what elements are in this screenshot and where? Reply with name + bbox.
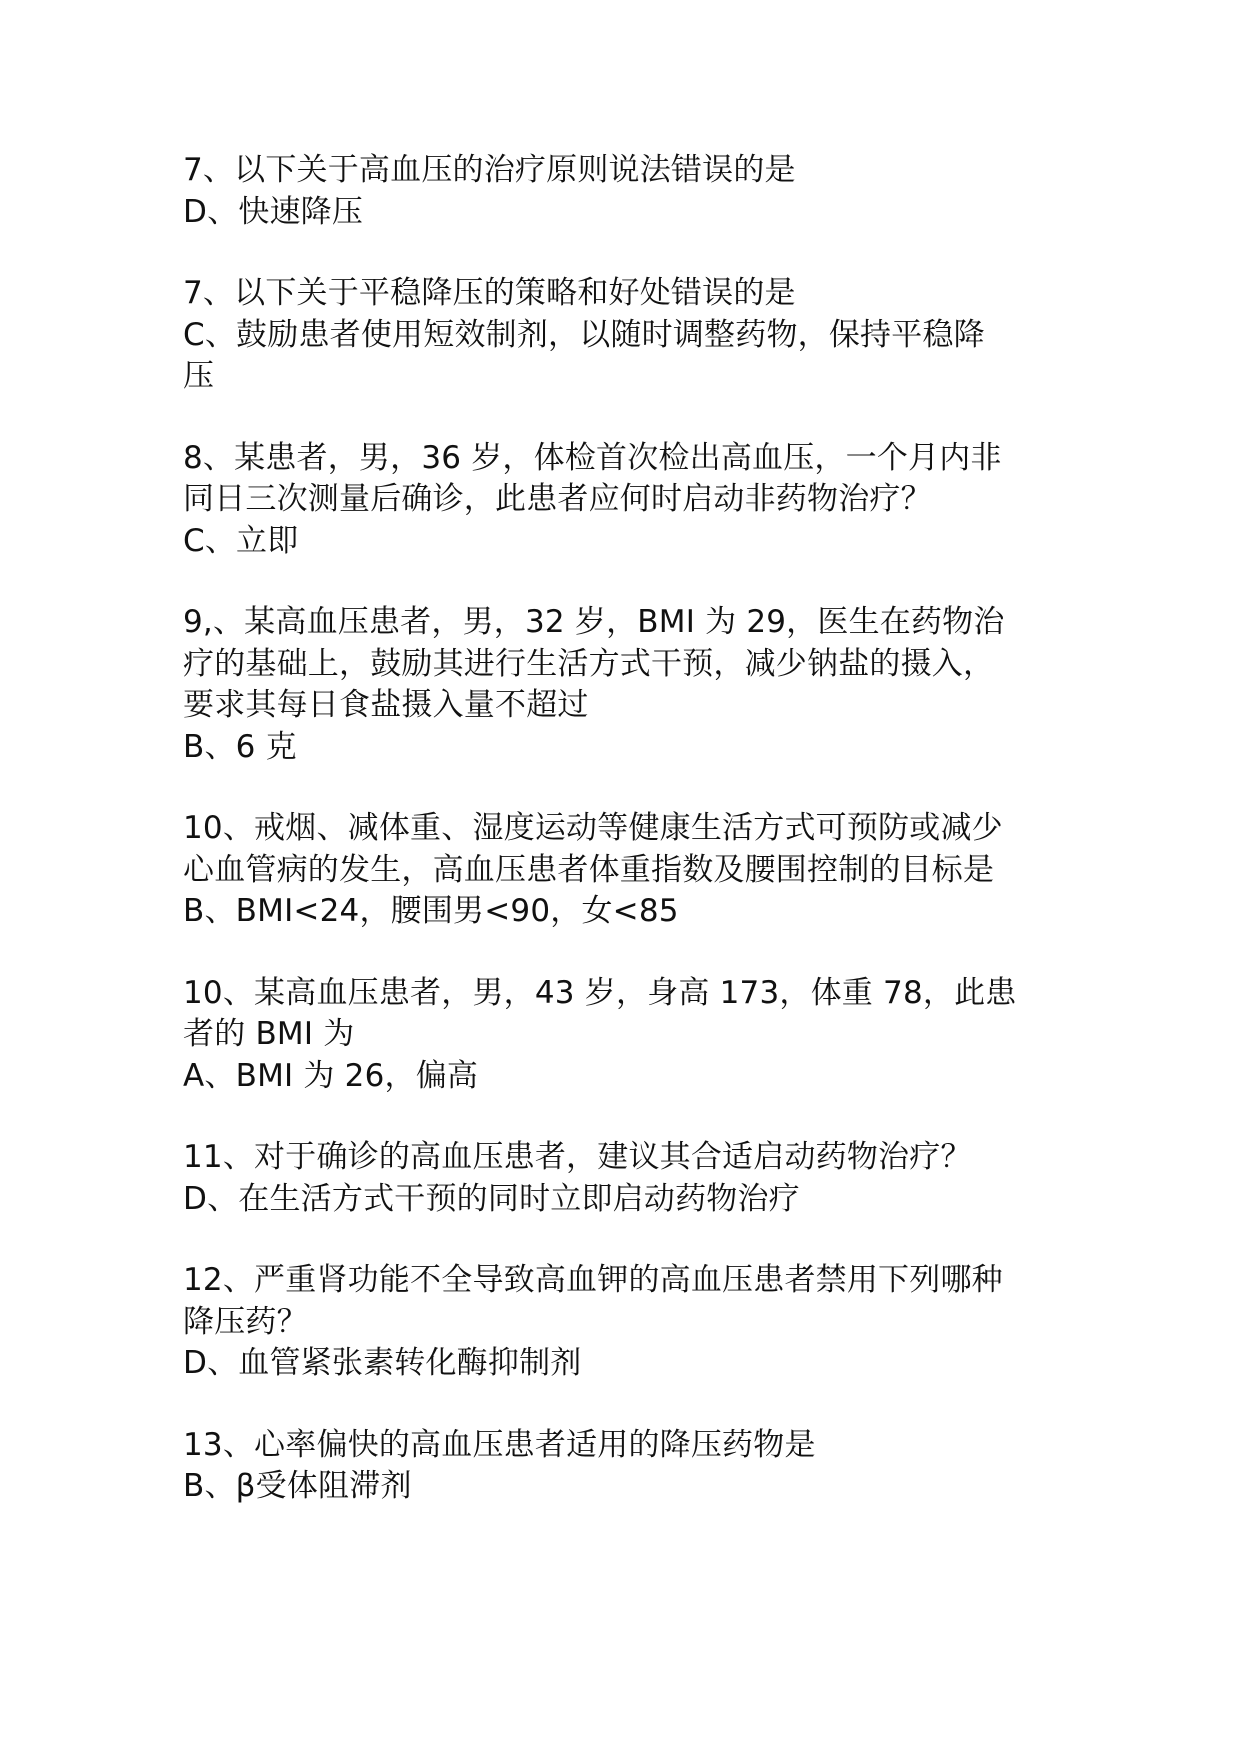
question-text: 7、以下关于高血压的治疗原则说法错误的是: [183, 152, 796, 188]
question-text: 要求其每日食盐摄入量不超过: [183, 687, 589, 723]
question-text: 7、以下关于平稳降压的策略和好处错误的是: [183, 275, 796, 311]
answer-text: B、BMI<24，腰围男<90，女<85: [183, 893, 679, 929]
question-block: [183, 438, 1073, 563]
question-block: [183, 1260, 1073, 1385]
answer-text: D、在生活方式干预的同时立即启动药物治疗: [183, 1180, 800, 1217]
question-block: [183, 1425, 1073, 1508]
answer-text: C、鼓励患者使用短效制剂，以随时调整药物，保持平稳降: [183, 316, 985, 353]
question-text: 9,、某高血压患者，男，32 岁，BMI 为 29，医生在药物治: [183, 604, 1005, 640]
question-text: 10、戒烟、减体重、湿度运动等健康生活方式可预防或减少: [183, 810, 1003, 846]
answer-text: D、血管紧张素转化酶抑制剂: [183, 1345, 582, 1381]
question-text: 12、严重肾功能不全导致高血钾的高血压患者禁用下列哪种: [183, 1262, 1003, 1298]
question-block: [183, 150, 1073, 233]
answer-text: B、β受体阻滞剂: [183, 1468, 412, 1504]
question-text: 13、心率偏快的高血压患者适用的降压药物是: [183, 1426, 816, 1463]
question-text: 10、某高血压患者，男，43 岁，身高 173，体重 78，此患: [183, 974, 1017, 1011]
answer-text: D、快速降压: [183, 193, 364, 230]
answer-text: C、立即: [183, 522, 299, 559]
question-text: 同日三次测量后确诊，此患者应何时启动非药物治疗？: [183, 481, 932, 517]
question-block: [183, 602, 1073, 768]
question-text: 8、某患者，男，36 岁，体检首次检出高血压，一个月内非: [183, 439, 1002, 476]
answer-text: 压: [183, 358, 215, 394]
question-block: [183, 808, 1073, 933]
question-text: 者的 BMI 为: [183, 1016, 355, 1052]
answer-text: A、BMI 为 26，偏高: [183, 1057, 479, 1094]
question-text: 11、对于确诊的高血压患者，建议其合适启动药物治疗？: [183, 1139, 972, 1175]
question-block: [183, 973, 1073, 1098]
question-block: [183, 1137, 1073, 1220]
question-text: 疗的基础上，鼓励其进行生活方式干预，减少钠盐的摄入，: [183, 645, 995, 682]
answer-text: B、6 克: [183, 728, 297, 765]
question-block: [183, 273, 1073, 398]
question-text: 心血管病的发生，高血压患者体重指数及腰围控制的目标是: [183, 851, 995, 888]
question-text: 降压药？: [183, 1303, 308, 1340]
document-content: [183, 150, 1073, 1548]
